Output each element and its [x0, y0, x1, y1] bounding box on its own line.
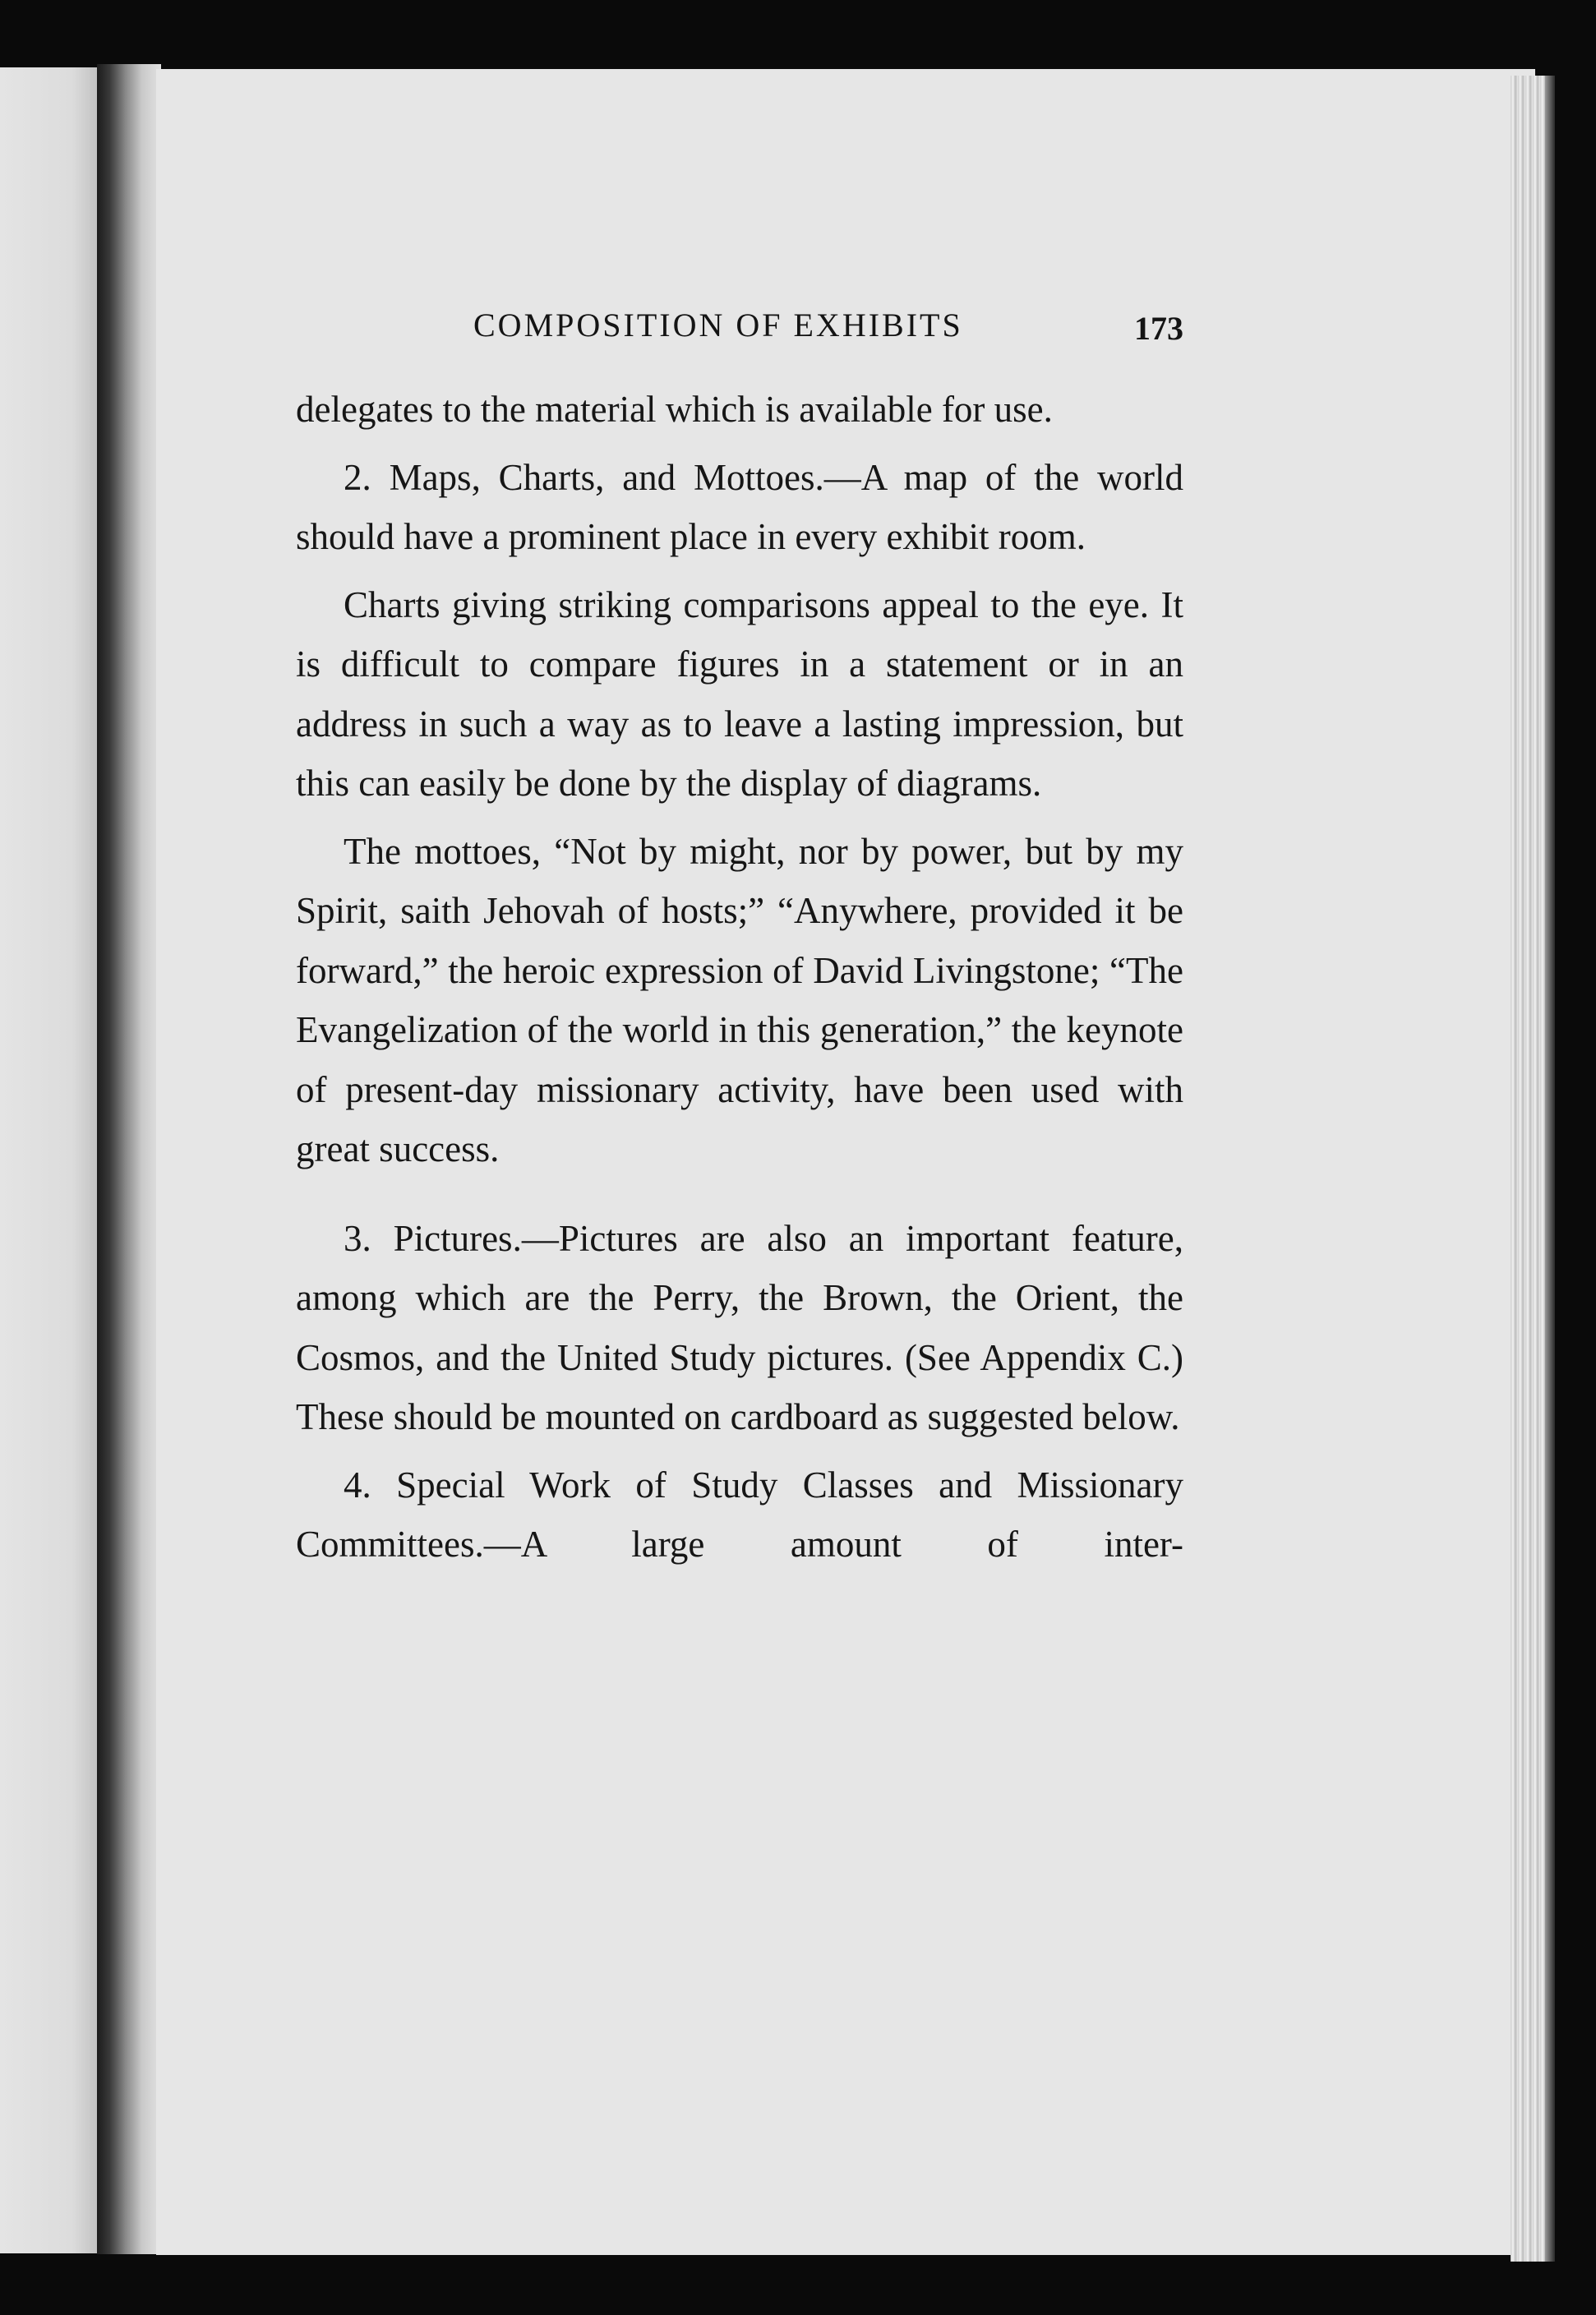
body-text — [296, 380, 1183, 1575]
page-stack-edge — [1511, 76, 1545, 2262]
paragraph-continuation: delegates to the material which is available for use. — [296, 389, 1053, 430]
paragraph-pictures: 3. Pictures.—Pictures are also an important feature, among which are the Perry, the Brown, the Orient, the Cosmos, and the United Study pictures. (See Appendix C.) These should be mounted on cardboard as suggested below. — [296, 1217, 1183, 1437]
book-gutter — [97, 64, 161, 2254]
facing-page-edge — [0, 67, 103, 2253]
paragraph-mottoes: The mottoes, “Not by might, nor by power, but by my Spirit, saith Jehovah of hosts;” “Anywhere, provided it be forward,” the heroic expression of David Livingstone; “The Evangelization of the world in this generation,” the keynote of present-day missionary activity, have been used with great success. — [296, 830, 1183, 1169]
page-edge-shadow — [1545, 76, 1555, 2262]
running-title: COMPOSITION OF EXHIBITS — [473, 307, 963, 344]
running-head — [296, 306, 1183, 355]
paragraph-special-work: 4. Special Work of Study Classes and Missionary Committees.—A large amount of inter- — [296, 1464, 1183, 1565]
page-number: 173 — [1134, 310, 1183, 347]
paragraph-charts: Charts giving striking comparisons appeal to the eye. It is difficult to compare figures in a statement or in an address in such a way as to leave a lasting impression, but this can easily be done by the display of diagrams. — [296, 583, 1183, 804]
paragraph-maps-charts-mottoes: 2. Maps, Charts, and Mottoes.—A map of the world should have a prominent place in every exhibit room. — [296, 456, 1183, 557]
